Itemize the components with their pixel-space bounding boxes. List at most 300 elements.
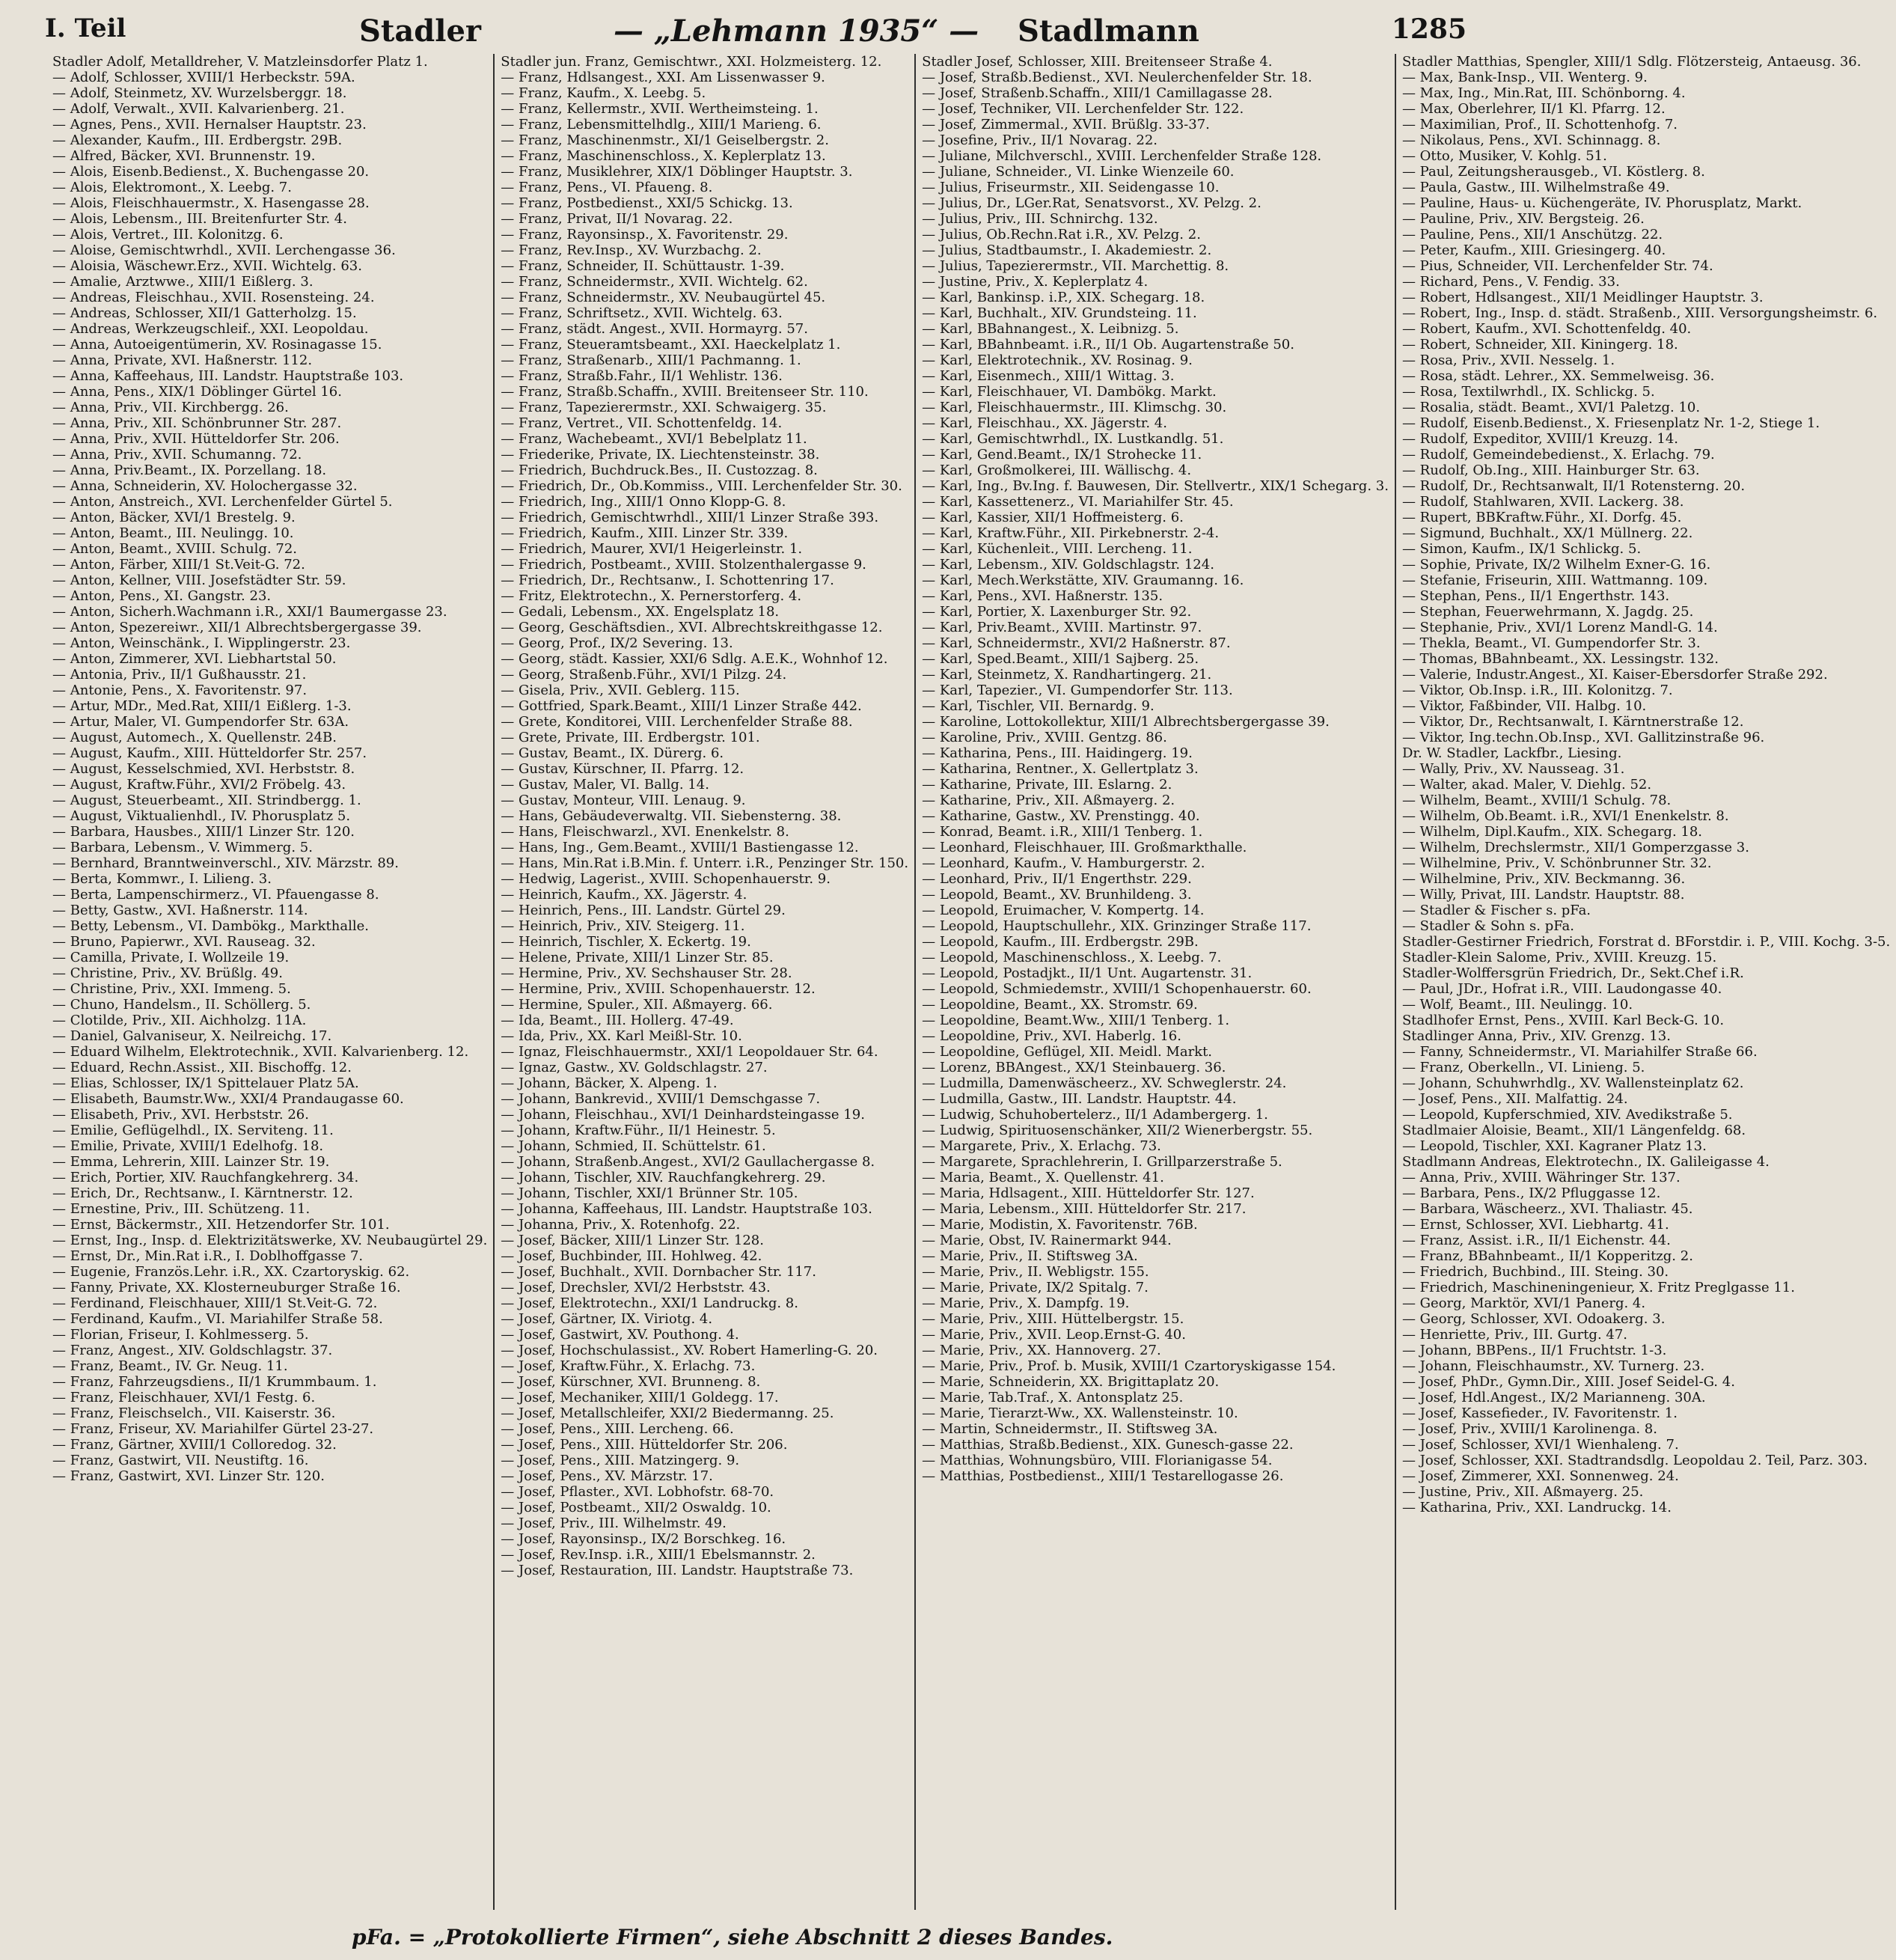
directory-entry: — Leonhard, Fleischhauer, III. Großmarkthalle.	[922, 840, 1247, 855]
directory-entry: — Rudolf, Ob.Ing., XIII. Hainburger Str. 63.	[1401, 462, 1700, 478]
directory-entry: — Erich, Dr., Rechtsanw., I. Kärntnerstr. 12.	[52, 1185, 353, 1201]
directory-entry: — Wilhelm, Ob.Beamt. i.R., XVI/1 Enenkelstr. 8.	[1401, 808, 1729, 824]
directory-entry: — Rudolf, Gemeindebedienst., X. Erlachg. 79.	[1401, 447, 1715, 462]
directory-entry: — Bernhard, Branntweinverschl., XIV. Märzstr. 89.	[52, 855, 399, 871]
directory-entry: — Eugenie, Französ.Lehr. i.R., XX. Czartoryskig. 62.	[52, 1264, 410, 1280]
directory-entry: — Walter, akad. Maler, V. Diehlg. 52.	[1401, 777, 1652, 793]
directory-entry: — Fanny, Schneidermstr., VI. Mariahilfer Straße 66.	[1401, 1044, 1758, 1060]
directory-entry: — Josef, Hochschulassist., XV. Robert Hamerling-G. 20.	[501, 1343, 878, 1358]
directory-entry: — Viktor, Dr., Rechtsanwalt, I. Kärntnerstraße 12.	[1401, 714, 1744, 730]
directory-entry: — Richard, Pens., V. Fendig. 33.	[1401, 274, 1620, 290]
directory-entry: — Josef, Bäcker, XIII/1 Linzer Str. 128.	[501, 1233, 764, 1248]
directory-entry: — Pauline, Pens., XII/1 Anschützg. 22.	[1401, 227, 1663, 242]
directory-entry: — Anton, Sicherh.Wachmann i.R., XXI/1 Baumergasse 23.	[52, 604, 447, 620]
directory-entry: — Elisabeth, Priv., XVI. Herbststr. 26.	[52, 1107, 309, 1123]
directory-entry: — Paul, JDr., Hofrat i.R., VIII. Laudongasse 40.	[1401, 981, 1722, 997]
directory-entry: Stadler jun. Franz, Gemischtwr., XXI. Holzmeisterg. 12.	[501, 54, 882, 70]
directory-entry: — Josef, Kürschner, XVI. Brunneng. 8.	[501, 1374, 761, 1390]
directory-entry: — Franz, Wachebeamt., XVI/1 Bebelplatz 11.	[501, 431, 807, 447]
directory-entry: — Karl, Gemischtwrhdl., IX. Lustkandlg. 51.	[922, 431, 1224, 447]
directory-entry: — Johann, Tischler, XXI/1 Brünner Str. 105.	[501, 1185, 798, 1201]
directory-entry: — Karl, Fleischhauer, VI. Dambökg. Markt.	[922, 384, 1217, 400]
directory-entry: — Max, Bank-Insp., VII. Wenterg. 9.	[1401, 70, 1648, 85]
directory-entry: — Josefine, Priv., II/1 Novarag. 22.	[922, 132, 1158, 148]
directory-entry: — Rudolf, Eisenb.Bedienst., X. Friesenplatz Nr. 1-2, Stiege 1.	[1401, 415, 1820, 431]
directory-entry: — Josef, Elektrotechn., XXI/1 Landruckg. 8.	[501, 1295, 798, 1311]
directory-entry: — Julius, Friseurmstr., XII. Seidengasse 10.	[922, 180, 1220, 195]
directory-entry: — Josef, Restauration, III. Landstr. Hauptstraße 73.	[501, 1563, 854, 1578]
directory-entry: — Franz, Friseur, XV. Mariahilfer Gürtel 23-27.	[52, 1421, 374, 1437]
directory-entry: — Franz, Fahrzeugsdiens., II/1 Krummbaum. 1.	[52, 1374, 377, 1390]
directory-entry: — Josef, Pens., XIII. Hütteldorfer Str. 206.	[501, 1437, 788, 1453]
directory-entry: — Johann, Fleischhau., XVI/1 Deinhardsteingasse 19.	[501, 1107, 865, 1123]
directory-entry: — Katharina, Pens., III. Haidingerg. 19.	[922, 745, 1193, 761]
directory-entry: — Ernst, Schlosser, XVI. Liebhartg. 41.	[1401, 1217, 1669, 1233]
directory-entry: — Leopoldine, Priv., XVI. Haberlg. 16.	[922, 1028, 1181, 1044]
directory-entry: — Karl, Eisenmech., XIII/1 Wittag. 3.	[922, 368, 1175, 384]
directory-title: — „Lehmann 1935“ —	[614, 13, 979, 49]
directory-entry: — Franz, Oberkelln., VI. Linieng. 5.	[1401, 1060, 1645, 1075]
directory-entry: — Berta, Lampenschirmerz., VI. Pfauengasse 8.	[52, 887, 379, 903]
directory-entry: — Robert, Ing., Insp. d. städt. Straßenb., XIII. Versorgungsheimstr. 6.	[1401, 305, 1878, 321]
directory-entry: — Anna, Kaffeehaus, III. Landstr. Hauptstraße 103.	[52, 368, 404, 384]
directory-entry: — Georg, Geschäftsdien., XVI. Albrechtskreithgasse 12.	[501, 620, 883, 635]
directory-entry: — Karoline, Priv., XVIII. Gentzg. 86.	[922, 730, 1167, 745]
directory-entry: — Marie, Priv., XIII. Hüttelbergstr. 15.	[922, 1311, 1184, 1327]
directory-entry: — Justine, Priv., XII. Aßmayerg. 25.	[1401, 1484, 1644, 1500]
directory-entry: — Berta, Kommwr., I. Lilieng. 3.	[52, 871, 272, 887]
directory-entry: — Karl, Gend.Beamt., IX/1 Strohecke 11.	[922, 447, 1202, 462]
directory-entry: — Leopold, Tischler, XXI. Kagraner Platz 13.	[1401, 1138, 1707, 1154]
directory-entry: — Pauline, Priv., XIV. Bergsteig. 26.	[1401, 211, 1645, 227]
directory-entry: — Robert, Schneider, XII. Kiningerg. 18.	[1401, 337, 1678, 352]
directory-entry: — Franz, Gastwirt, XVI. Linzer Str. 120.	[52, 1468, 325, 1484]
directory-entry: — Ferdinand, Fleischhauer, XIII/1 St.Veit-G. 72.	[52, 1295, 378, 1311]
directory-entry: — Leonhard, Priv., II/1 Engerthstr. 229.	[922, 871, 1192, 887]
directory-entry: — Leopold, Hauptschullehr., XIX. Grinzinger Straße 117.	[922, 918, 1312, 934]
directory-entry: — Ludmilla, Gastw., III. Landstr. Hauptstr. 44.	[922, 1091, 1237, 1107]
directory-entry: — Eduard Wilhelm, Elektrotechnik., XVII. Kalvarienberg. 12.	[52, 1044, 469, 1060]
directory-entry: — Karl, Fleischhauermstr., III. Klimschg. 30.	[922, 400, 1227, 415]
directory-entry: — Franz, Steueramtsbeamt., XXI. Haeckelplatz 1.	[501, 337, 841, 352]
directory-entry: — Karl, Bankinsp. i.P., XIX. Schegarg. 18.	[922, 290, 1205, 305]
directory-entry: — Josef, Straßb.Bedienst., XVI. Neulerchenfelder Str. 18.	[922, 70, 1312, 85]
left-keyword: Stadler	[359, 13, 481, 49]
directory-entry: — Antonia, Priv., II/1 Gußhausstr. 21.	[52, 667, 307, 683]
directory-entry: — Camilla, Private, I. Wollzeile 19.	[52, 950, 290, 965]
directory-entry: — Hermine, Priv., XV. Sechshauser Str. 28.	[501, 965, 792, 981]
directory-entry: — Rudolf, Dr., Rechtsanwalt, II/1 Rotensterng. 20.	[1401, 478, 1746, 494]
directory-entry: — Josef, Techniker, VII. Lerchenfelder Str. 122.	[922, 101, 1244, 117]
directory-entry: — Amalie, Arztwwe., XIII/1 Eißlerg. 3.	[52, 274, 314, 290]
directory-entry: — Marie, Priv., II. Webligstr. 155.	[922, 1264, 1149, 1280]
directory-entry: — Friedrich, Kaufm., XIII. Linzer Str. 339.	[501, 525, 789, 541]
directory-entry: — Paula, Gastw., III. Wilhelmstraße 49.	[1401, 180, 1670, 195]
directory-entry: — Leopoldine, Beamt.Ww., XIII/1 Tenberg. 1.	[922, 1013, 1230, 1028]
directory-entry: — Daniel, Galvaniseur, X. Neilreichg. 17.	[52, 1028, 332, 1044]
directory-entry: — Friederike, Private, IX. Liechtensteinstr. 38.	[501, 447, 820, 462]
directory-entry: — Leopold, Kaufm., III. Erdbergstr. 29B.	[922, 934, 1199, 950]
directory-entry: — Matthias, Straßb.Bedienst., XIX. Gunesch-gasse 22.	[922, 1437, 1294, 1453]
directory-entry: Dr. W. Stadler, Lackfbr., Liesing.	[1401, 745, 1622, 761]
directory-entry: — Franz, Tapezierermstr., XXI. Schwaigerg. 35.	[501, 400, 827, 415]
directory-entry: — Peter, Kaufm., XIII. Griesingerg. 40.	[1401, 242, 1666, 258]
directory-entry: — August, Steuerbeamt., XII. Strindbergg. 1.	[52, 793, 361, 808]
directory-entry: — Katharine, Priv., XII. Aßmayerg. 2.	[922, 793, 1175, 808]
directory-entry: — Andreas, Schlosser, XII/1 Gatterholzg. 15.	[52, 305, 357, 321]
directory-entry: — Ernst, Ing., Insp. d. Elektrizitätswerke, XV. Neubaugürtel 29.	[52, 1233, 488, 1248]
directory-entry: — Christine, Priv., XV. Brüßlg. 49.	[52, 965, 283, 981]
directory-entry: — Franz, Privat, II/1 Novarag. 22.	[501, 211, 733, 227]
directory-entry: — Margarete, Priv., X. Erlachg. 73.	[922, 1138, 1161, 1154]
directory-entry: — Karl, Sped.Beamt., XIII/1 Sajberg. 25.	[922, 651, 1199, 667]
directory-entry: — Friedrich, Postbeamt., XVIII. Stolzenthalergasse 9.	[501, 557, 866, 573]
directory-entry: — Ludwig, Schuhobertelerz., II/1 Adambergerg. 1.	[922, 1107, 1268, 1123]
directory-entry: — Johann, Tischler, XIV. Rauchfangkehrerg. 29.	[501, 1170, 826, 1185]
directory-entry: — Viktor, Faßbinder, VII. Halbg. 10.	[1401, 698, 1647, 714]
directory-entry: — Friedrich, Dr., Ob.Kommiss., VIII. Lerchenfelder Str. 30.	[501, 478, 902, 494]
directory-entry: — Anna, Priv., XVII. Hütteldorfer Str. 206.	[52, 431, 340, 447]
directory-entry: — Andreas, Werkzeugschleif., XXI. Leopoldau.	[52, 321, 369, 337]
directory-entry: — Max, Oberlehrer, II/1 Kl. Pfarrg. 12.	[1401, 101, 1666, 117]
directory-entry: — Robert, Hdlsangest., XII/1 Meidlinger Hauptstr. 3.	[1401, 290, 1764, 305]
directory-entry: — Karl, Buchhalt., XIV. Grundsteing. 11.	[922, 305, 1197, 321]
page-number: 1285	[1391, 13, 1467, 45]
directory-entry: — Agnes, Pens., XVII. Hernalser Hauptstr. 23.	[52, 117, 367, 132]
directory-entry: — Georg, Straßenb.Führ., XVI/1 Pilzg. 24.	[501, 667, 787, 683]
directory-entry: — Aloisia, Wäschewr.Erz., XVII. Wichtelg. 63.	[52, 258, 362, 274]
directory-entry: — Karl, Fleischhau., XX. Jägerstr. 4.	[922, 415, 1167, 431]
directory-entry: — Johanna, Priv., X. Rotenhofg. 22.	[501, 1217, 741, 1233]
column-1	[52, 54, 495, 1910]
directory-entry: — Franz, Fleischhauer, XVI/1 Festg. 6.	[52, 1390, 316, 1405]
directory-entry: — Hedwig, Lagerist., XVIII. Schopenhauerstr. 9.	[501, 871, 831, 887]
directory-entry: — August, Kraftw.Führ., XVI/2 Fröbelg. 43.	[52, 777, 346, 793]
directory-entry: — Maria, Lebensm., XIII. Hütteldorfer Str. 217.	[922, 1201, 1247, 1217]
directory-entry: — Thekla, Beamt., VI. Gumpendorfer Str. 3.	[1401, 635, 1701, 651]
directory-entry: — Heinrich, Pens., III. Landstr. Gürtel 29.	[501, 903, 786, 918]
directory-entry: — Maria, Beamt., X. Quellenstr. 41.	[922, 1170, 1164, 1185]
directory-entry: — Margarete, Sprachlehrerin, I. Grillparzerstraße 5.	[922, 1154, 1282, 1170]
directory-entry: — Fanny, Private, XX. Klosterneuburger Straße 16.	[52, 1280, 401, 1295]
directory-entry: — Grete, Private, III. Erdbergstr. 101.	[501, 730, 760, 745]
directory-entry: — Anna, Private, XVI. Haßnerstr. 112.	[52, 352, 313, 368]
directory-entry: — Willy, Privat, III. Landstr. Hauptstr. 88.	[1401, 887, 1685, 903]
directory-entry: — Betty, Gastw., XVI. Haßnerstr. 114.	[52, 903, 308, 918]
directory-entry: — Barbara, Lebensm., V. Wimmerg. 5.	[52, 840, 313, 855]
directory-entry: — Josef, Metallschleifer, XXI/2 Biedermanng. 25.	[501, 1405, 834, 1421]
directory-entry: — Josef, Pens., XV. Märzstr. 17.	[501, 1468, 713, 1484]
directory-entry: — Viktor, Ing.techn.Ob.Insp., XVI. Gallitzinstraße 96.	[1401, 730, 1765, 745]
directory-entry: — Hans, Fleischwarzl., XVI. Enenkelstr. 8.	[501, 824, 789, 840]
directory-entry: — Marie, Obst, IV. Rainermarkt 944.	[922, 1233, 1172, 1248]
directory-entry: — Katharina, Rentner., X. Gellertplatz 3.	[922, 761, 1199, 777]
directory-entry: — Josef, Straßenb.Schaffn., XIII/1 Camillagasse 28.	[922, 85, 1273, 101]
directory-entry: Stadler Josef, Schlosser, XIII. Breitenseer Straße 4.	[922, 54, 1273, 70]
directory-entry: — Chuno, Handelsm., II. Schöllerg. 5.	[52, 997, 311, 1013]
directory-entry: — Alois, Fleischhauermstr., X. Hasengasse 28.	[52, 195, 370, 211]
column-3	[922, 54, 1396, 1910]
directory-entry: — Rosa, Priv., XVII. Nesselg. 1.	[1401, 352, 1615, 368]
directory-entry: — Franz, Assist. i.R., II/1 Eichenstr. 44.	[1401, 1233, 1671, 1248]
directory-entry: Stadlinger Anna, Priv., XIV. Grenzg. 13.	[1401, 1028, 1671, 1044]
directory-entry: — Nikolaus, Pens., XVI. Schinnagg. 8.	[1401, 132, 1661, 148]
directory-entry: — Josef, Priv., III. Wilhelmstr. 49.	[501, 1515, 727, 1531]
directory-entry: — Josef, Hdl.Angest., IX/2 Marianneng. 30A.	[1401, 1390, 1706, 1405]
directory-entry: — Franz, Beamt., IV. Gr. Neug. 11.	[52, 1358, 288, 1374]
directory-entry: — Franz, Kellermstr., XVII. Wertheimsteing. 1.	[501, 101, 819, 117]
directory-entry: — Ignaz, Gastw., XV. Goldschlagstr. 27.	[501, 1060, 768, 1075]
directory-entry: — Josef, Pflaster., XVI. Lobhofstr. 68-70.	[501, 1484, 774, 1500]
directory-entry: — Simon, Kaufm., IX/1 Schlickg. 5.	[1401, 541, 1642, 557]
directory-entry: — Josef, Pens., XIII. Matzingerg. 9.	[501, 1453, 740, 1468]
directory-entry: — Karl, Küchenleit., VIII. Lercheng. 11.	[922, 541, 1193, 557]
directory-entry: — Erich, Portier, XIV. Rauchfangkehrerg. 34.	[52, 1170, 359, 1185]
directory-entry: — Martin, Schneidermstr., II. Stiftsweg 3A.	[922, 1421, 1218, 1437]
directory-entry: — Rosalia, städt. Beamt., XVI/1 Paletzg. 10.	[1401, 400, 1701, 415]
directory-entry: — Franz, Maschinenmstr., XI/1 Geiselbergstr. 2.	[501, 132, 829, 148]
footer-note: pFa. = „Protokollierte Firmen“, siehe Abschnitt 2 dieses Bandes.	[352, 1925, 1113, 1950]
directory-entry: — Marie, Priv., II. Stiftsweg 3A.	[922, 1248, 1138, 1264]
directory-entry: — Karoline, Lottokollektur, XIII/1 Albrechtsbergergasse 39.	[922, 714, 1330, 730]
directory-entry: — Ernst, Dr., Min.Rat i.R., I. Doblhoffgasse 7.	[52, 1248, 364, 1264]
directory-entry: — Gustav, Kürschner, II. Pfarrg. 12.	[501, 761, 744, 777]
directory-entry: — Julius, Tapezierermstr., VII. Marchettig. 8.	[922, 258, 1229, 274]
directory-entry: — Alois, Vertret., III. Kolonitzg. 6.	[52, 227, 284, 242]
directory-entry: — Ernst, Bäckermstr., XII. Hetzendorfer Str. 101.	[52, 1217, 390, 1233]
directory-entry: — Friedrich, Buchdruck.Bes., II. Custozzag. 8.	[501, 462, 818, 478]
directory-entry: — Josef, Zimmerer, XXI. Sonnenweg. 24.	[1401, 1468, 1679, 1484]
directory-entry: — Heinrich, Priv., XIV. Steigerg. 11.	[501, 918, 745, 934]
directory-entry: — Grete, Konditorei, VIII. Lerchenfelder Straße 88.	[501, 714, 853, 730]
part-label: I. Teil	[45, 13, 126, 43]
directory-entry: — Karl, Steinmetz, X. Randhartingerg. 21.	[922, 667, 1212, 683]
directory-entry: — Johann, Schmied, II. Schüttelstr. 61.	[501, 1138, 766, 1154]
directory-entry: — Josef, Pens., XII. Malfattig. 24.	[1401, 1091, 1628, 1107]
directory-entry: — Johann, Bäcker, X. Alpeng. 1.	[501, 1075, 718, 1091]
directory-entry: — Alexander, Kaufm., III. Erdbergstr. 29B.	[52, 132, 343, 148]
directory-entry: — Marie, Private, IX/2 Spitalg. 7.	[922, 1280, 1149, 1295]
directory-entry: — Hans, Min.Rat i.B.Min. f. Unterr. i.R., Penzinger Str. 150.	[501, 855, 909, 871]
directory-entry: — Adolf, Schlosser, XVIII/1 Herbeckstr. 59A.	[52, 70, 355, 85]
directory-entry: — Franz, Schriftsetz., XVII. Wichtelg. 63.	[501, 305, 783, 321]
directory-entry: — Elias, Schlosser, IX/1 Spittelauer Platz 5A.	[52, 1075, 359, 1091]
column-4	[1402, 54, 1896, 1910]
directory-entry: — Matthias, Postbedienst., XIII/1 Testarellogasse 26.	[922, 1468, 1284, 1484]
directory-entry: — Karl, Kassier, XII/1 Hoffmeisterg. 6.	[922, 510, 1184, 525]
directory-entry: — Hermine, Spuler., XII. Aßmayerg. 66.	[501, 997, 773, 1013]
directory-entry: — Justine, Priv., X. Keplerplatz 4.	[922, 274, 1149, 290]
directory-entry: — Karl, Elektrotechnik., XV. Rosinag. 9.	[922, 352, 1193, 368]
directory-entry: — Anton, Beamt., XVIII. Schulg. 72.	[52, 541, 298, 557]
directory-entry: — Johann, Bankrevid., XVIII/1 Demschgasse 7.	[501, 1091, 821, 1107]
directory-entry: — Alois, Elektromont., X. Leebg. 7.	[52, 180, 292, 195]
directory-entry: — Anton, Anstreich., XVI. Lerchenfelder Gürtel 5.	[52, 494, 393, 510]
directory-entry: — Barbara, Wäscheerz., XVI. Thaliastr. 45.	[1401, 1201, 1693, 1217]
directory-entry: — Georg, Marktör, XVI/1 Panerg. 4.	[1401, 1295, 1646, 1311]
directory-entry: — Emilie, Geflügelhdl., IX. Serviteng. 11.	[52, 1123, 334, 1138]
directory-entry: — Clotilde, Priv., XII. Aichholzg. 11A.	[52, 1013, 307, 1028]
directory-entry: — Wilhelm, Dipl.Kaufm., XIX. Schegarg. 18.	[1401, 824, 1703, 840]
directory-entry: — Rupert, BBKraftw.Führ., XI. Dorfg. 45.	[1401, 510, 1682, 525]
directory-entry: — Viktor, Ob.Insp. i.R., III. Kolonitzg. 7.	[1401, 683, 1673, 698]
directory-entry: — Gottfried, Spark.Beamt., XIII/1 Linzer Straße 442.	[501, 698, 862, 714]
directory-entry: — Franz, Maschinenschloss., X. Keplerplatz 13.	[501, 148, 826, 164]
directory-entry: — Franz, Schneidermstr., XVII. Wichtelg. 62.	[501, 274, 808, 290]
directory-entry: — Friedrich, Ing., XIII/1 Onno Klopp-G. 8.	[501, 494, 786, 510]
directory-entry: — Franz, Straßb.Fahr., II/1 Wehlistr. 136.	[501, 368, 783, 384]
directory-entry: — Katharine, Gastw., XV. Prenstingg. 40.	[922, 808, 1200, 824]
directory-entry: — Ignaz, Fleischhauermstr., XXI/1 Leopoldauer Str. 64.	[501, 1044, 878, 1060]
directory-entry: — Georg, Prof., IX/2 Severing. 13.	[501, 635, 733, 651]
directory-entry: — Wilhelm, Drechslermstr., XII/1 Gomperzgasse 3.	[1401, 840, 1749, 855]
directory-entry: — Thomas, BBahnbeamt., XX. Lessingstr. 132.	[1401, 651, 1719, 667]
directory-entry: — Karl, BBahnangest., X. Leibnizg. 5.	[922, 321, 1179, 337]
directory-entry: — Josef, Rayonsinsp., IX/2 Borschkeg. 16.	[501, 1531, 786, 1547]
directory-entry: — Anton, Beamt., III. Neulingg. 10.	[52, 525, 294, 541]
directory-entry: — Josef, Mechaniker, XIII/1 Goldegg. 17.	[501, 1390, 779, 1405]
directory-entry: — Aloise, Gemischtwrhdl., XVII. Lerchengasse 36.	[52, 242, 396, 258]
directory-entry: — Wilhelmine, Priv., XIV. Beckmanng. 36.	[1401, 871, 1686, 887]
directory-entry: — Friedrich, Buchbind., III. Steing. 30.	[1401, 1264, 1669, 1280]
directory-entry: — Karl, Tischler, VII. Bernardg. 9.	[922, 698, 1155, 714]
directory-entry: — Johann, Fleischhaumstr., XV. Turnerg. 23.	[1401, 1358, 1705, 1374]
directory-entry: — Anton, Spezereiwr., XII/1 Albrechtsbergergasse 39.	[52, 620, 422, 635]
directory-entry: — Julius, Ob.Rechn.Rat i.R., XV. Pelzg. 2.	[922, 227, 1201, 242]
directory-entry: — Stadler & Fischer s. pFa.	[1401, 903, 1591, 918]
directory-entry: Stadler Matthias, Spengler, XIII/1 Sdlg. Flötzersteig, Antaeusg. 36.	[1401, 54, 1862, 70]
directory-entry: — Franz, städt. Angest., XVII. Hormayrg. 57.	[501, 321, 808, 337]
directory-entry: — Leopold, Postadjkt., II/1 Unt. Augartenstr. 31.	[922, 965, 1253, 981]
directory-entry: — Leopold, Eruimacher, V. Kompertg. 14.	[922, 903, 1205, 918]
directory-entry: — Stephan, Pens., II/1 Engerthstr. 143.	[1401, 588, 1670, 604]
directory-entry: — Karl, Großmolkerei, III. Wällischg. 4.	[922, 462, 1192, 478]
directory-entry: — Josef, Buchbinder, III. Hohlweg. 42.	[501, 1248, 762, 1264]
directory-columns	[52, 54, 1891, 1910]
right-keyword: Stadlmann	[1018, 13, 1199, 49]
directory-entry: — Paul, Zeitungsherausgeb., VI. Köstlerg. 8.	[1401, 164, 1705, 180]
directory-entry: — Gustav, Maler, VI. Ballg. 14.	[501, 777, 709, 793]
directory-entry: — Johann, Schuhwrhdlg., XV. Wallensteinplatz 62.	[1401, 1075, 1744, 1091]
directory-entry: — Valerie, Industr.Angest., XI. Kaiser-Ebersdorfer Straße 292.	[1401, 667, 1828, 683]
directory-entry: — Lorenz, BBAngest., XX/1 Steinbauerg. 36.	[922, 1060, 1226, 1075]
directory-entry: — Franz, BBahnbeamt., II/1 Kopperitzg. 2.	[1401, 1248, 1693, 1264]
directory-entry: — Gustav, Monteur, VIII. Lenaug. 9.	[501, 793, 746, 808]
directory-entry: — Hans, Gebäudeverwaltg. VII. Siebensterng. 38.	[501, 808, 842, 824]
directory-entry: — Karl, Priv.Beamt., XVIII. Martinstr. 97.	[922, 620, 1202, 635]
directory-entry: — Josef, Kraftw.Führ., X. Erlachg. 73.	[501, 1358, 756, 1374]
directory-entry: — Konrad, Beamt. i.R., XIII/1 Tenberg. 1.	[922, 824, 1203, 840]
directory-entry: — Pauline, Haus- u. Küchengeräte, IV. Phorusplatz, Markt.	[1401, 195, 1802, 211]
directory-entry: — Maximilian, Prof., II. Schottenhofg. 7.	[1401, 117, 1678, 132]
directory-entry: — Christine, Priv., XXI. Immeng. 5.	[52, 981, 291, 997]
directory-entry: — Maria, Hdlsagent., XIII. Hütteldorfer Str. 127.	[922, 1185, 1255, 1201]
directory-entry: — August, Kaufm., XIII. Hütteldorfer Str. 257.	[52, 745, 367, 761]
directory-entry: — Josef, Zimmermal., XVII. Brüßlg. 33-37.	[922, 117, 1210, 132]
directory-entry: — Marie, Schneiderin, XX. Brigittaplatz 20.	[922, 1374, 1220, 1390]
directory-entry: — Rosa, städt. Lehrer., XX. Semmelweisg. 36.	[1401, 368, 1715, 384]
directory-entry: — Heinrich, Tischler, X. Eckertg. 19.	[501, 934, 751, 950]
directory-entry: — Adolf, Steinmetz, XV. Wurzelsberggr. 18.	[52, 85, 347, 101]
directory-entry: — Marie, Tab.Traf., X. Antonsplatz 25.	[922, 1390, 1184, 1405]
directory-entry: — Marie, Modistin, X. Favoritenstr. 76B.	[922, 1217, 1198, 1233]
directory-entry: — Josef, Gastwirt, XV. Pouthong. 4.	[501, 1327, 739, 1343]
page-header	[45, 13, 1467, 49]
directory-entry: — Leopoldine, Beamt., XX. Stromstr. 69.	[922, 997, 1198, 1013]
directory-entry: — Fritz, Elektrotechn., X. Pernerstorferg. 4.	[501, 588, 802, 604]
directory-entry: — Franz, Schneidermstr., XV. Neubaugürtel 45.	[501, 290, 826, 305]
directory-entry: — Karl, Mech.Werkstätte, XIV. Graumanng. 16.	[922, 573, 1244, 588]
directory-entry: — Josef, Priv., XVIII/1 Karolinenga. 8.	[1401, 1421, 1657, 1437]
directory-entry: — Josef, Pens., XIII. Lercheng. 66.	[501, 1421, 734, 1437]
directory-entry: — Anna, Priv., XVII. Schumanng. 72.	[52, 447, 302, 462]
directory-entry: Stadlmann Andreas, Elektrotechn., IX. Galileigasse 4.	[1401, 1154, 1770, 1170]
directory-entry: — Eduard, Rechn.Assist., XII. Bischoffg. 12.	[52, 1060, 352, 1075]
directory-entry: — Ernestine, Priv., III. Schützeng. 11.	[52, 1201, 311, 1217]
directory-entry: — Franz, Pens., VI. Pfaueng. 8.	[501, 180, 713, 195]
directory-entry: — Matthias, Wohnungsbüro, VIII. Florianigasse 54.	[922, 1453, 1273, 1468]
directory-entry: — Leopold, Kupferschmied, XIV. Avedikstraße 5.	[1401, 1107, 1733, 1123]
directory-entry: — Josef, Buchhalt., XVII. Dornbacher Str. 117.	[501, 1264, 816, 1280]
directory-entry: — Johann, Straßenb.Angest., XVI/2 Gaullachergasse 8.	[501, 1154, 875, 1170]
directory-entry: — Friedrich, Gemischtwrhdl., XIII/1 Linzer Straße 393.	[501, 510, 879, 525]
directory-entry: — Franz, Rayonsinsp., X. Favoritenstr. 29.	[501, 227, 789, 242]
directory-entry: — August, Kesselschmied, XVI. Herbststr. 8.	[52, 761, 355, 777]
directory-entry: — Anton, Zimmerer, XVI. Liebhartstal 50.	[52, 651, 337, 667]
directory-entry: — Elisabeth, Baumstr.Ww., XXI/4 Prandaugasse 60.	[52, 1091, 404, 1107]
directory-entry: — Anna, Priv., VII. Kirchbergg. 26.	[52, 400, 289, 415]
directory-entry: — Friedrich, Maurer, XVI/1 Heigerleinstr. 1.	[501, 541, 803, 557]
directory-entry: — Franz, Musiklehrer, XIX/1 Döblinger Hauptstr. 3.	[501, 164, 853, 180]
directory-entry: — Katharina, Priv., XXI. Landruckg. 14.	[1401, 1500, 1672, 1515]
directory-entry: — Juliane, Schneider., VI. Linke Wienzeile 60.	[922, 164, 1235, 180]
directory-entry: — Karl, Pens., XVI. Haßnerstr. 135.	[922, 588, 1163, 604]
directory-entry: — Hans, Ing., Gem.Beamt., XVIII/1 Bastiengasse 12.	[501, 840, 859, 855]
directory-entry: — Gedali, Lebensm., XX. Engelsplatz 18.	[501, 604, 780, 620]
directory-entry: — Karl, Portier, X. Laxenburger Str. 92.	[922, 604, 1192, 620]
directory-entry: — Juliane, Milchverschl., XVIII. Lerchenfelder Straße 128.	[922, 148, 1322, 164]
directory-entry: — Marie, Tierarzt-Ww., XX. Wallensteinstr. 10.	[922, 1405, 1238, 1421]
directory-entry: — Friedrich, Maschineningenieur, X. Fritz Preglgasse 11.	[1401, 1280, 1795, 1295]
directory-entry: — Ferdinand, Kaufm., VI. Mariahilfer Straße 58.	[52, 1311, 383, 1327]
directory-entry: — Karl, Kraftw.Führ., XII. Pirkebnerstr. 2-4.	[922, 525, 1220, 541]
directory-entry: — Anna, Autoeigentümerin, XV. Rosinagasse 15.	[52, 337, 382, 352]
directory-entry: — Franz, Gärtner, XVIII/1 Colloredog. 32.	[52, 1437, 337, 1453]
directory-entry: — Johann, BBPens., II/1 Fruchtstr. 1-3.	[1401, 1343, 1667, 1358]
directory-entry: — Leonhard, Kaufm., V. Hamburgerstr. 2.	[922, 855, 1205, 871]
directory-entry: — August, Viktualienhdl., IV. Phorusplatz 5.	[52, 808, 351, 824]
directory-entry: — Emilie, Private, XVIII/1 Edelhofg. 18.	[52, 1138, 324, 1154]
directory-entry: — Wally, Priv., XV. Nausseag. 31.	[1401, 761, 1625, 777]
directory-entry: — Friedrich, Dr., Rechtsanw., I. Schottenring 17.	[501, 573, 834, 588]
directory-entry: — Leopold, Maschinenschloss., X. Leebg. 7.	[922, 950, 1222, 965]
directory-entry: — Franz, Straßenarb., XIII/1 Pachmanng. 1.	[501, 352, 801, 368]
directory-entry: — Marie, Priv., XVII. Leop.Ernst-G. 40.	[922, 1327, 1186, 1343]
directory-entry: — Josef, Postbeamt., XII/2 Oswaldg. 10.	[501, 1500, 771, 1515]
directory-entry: Stadler-Gestirner Friedrich, Forstrat d. BForstdir. i. P., VIII. Kochg. 3-5.	[1401, 934, 1891, 950]
directory-entry: — Julius, Stadtbaumstr., I. Akademiestr. 2.	[922, 242, 1212, 258]
directory-entry: — Anna, Schneiderin, XV. Holochergasse 32.	[52, 478, 358, 494]
directory-entry: — Robert, Kaufm., XVI. Schottenfeldg. 40.	[1401, 321, 1692, 337]
directory-entry: — Artur, Maler, VI. Gumpendorfer Str. 63A.	[52, 714, 349, 730]
directory-entry: — Stephanie, Priv., XVI/1 Lorenz Mandl-G. 14.	[1401, 620, 1718, 635]
directory-entry: — Julius, Dr., LGer.Rat, Senatsvorst., XV. Pelzg. 2.	[922, 195, 1262, 211]
directory-entry: — Stadler & Sohn s. pFa.	[1401, 918, 1574, 934]
directory-entry: — Alois, Eisenb.Bedienst., X. Buchengasse 20.	[52, 164, 370, 180]
directory-entry: — Franz, Rev.Insp., XV. Wurzbachg. 2.	[501, 242, 762, 258]
directory-entry: — Karl, BBahnbeamt. i.R., II/1 Ob. Augartenstraße 50.	[922, 337, 1294, 352]
directory-entry: — Franz, Lebensmittelhdlg., XIII/1 Marieng. 6.	[501, 117, 822, 132]
